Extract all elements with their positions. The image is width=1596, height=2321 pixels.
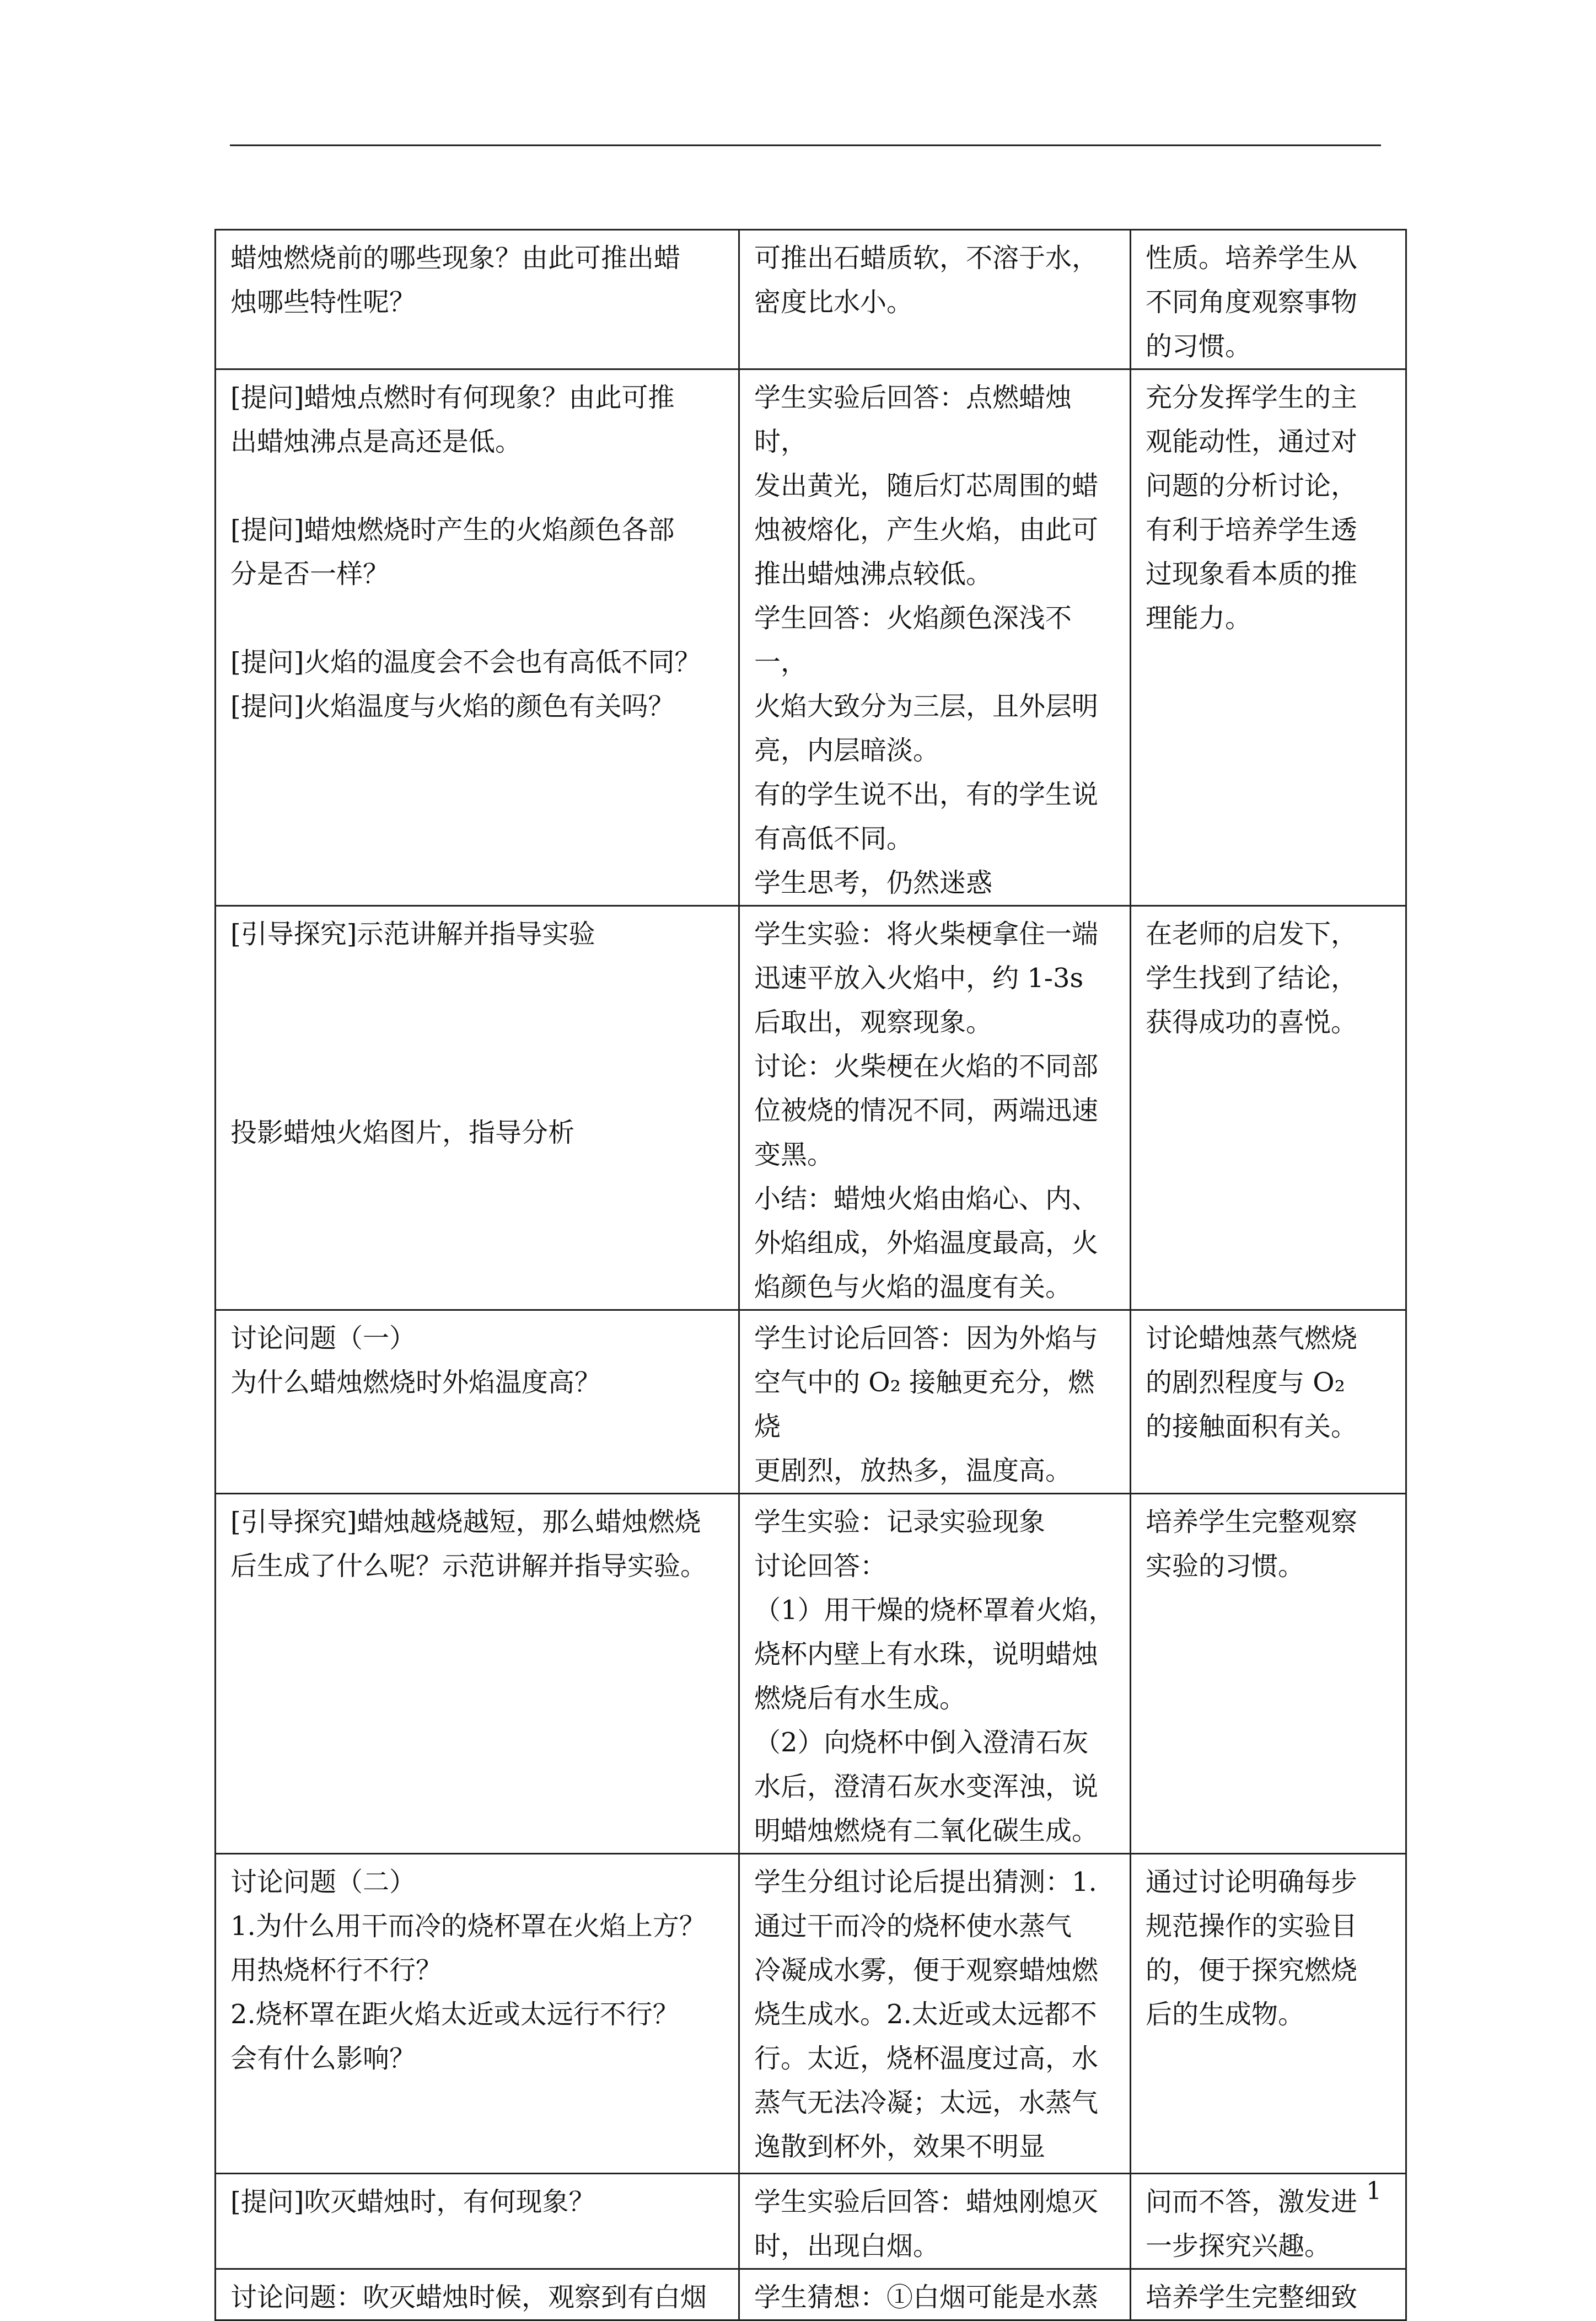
text-line: 理能力。 xyxy=(1146,603,1252,634)
student-activity-cell xyxy=(739,1310,1131,1494)
text-line: 学生分组讨论后提出猜测：1. xyxy=(754,1867,1097,1897)
text-line: 问而不答，激发进 xyxy=(1146,2186,1358,2217)
text-line: 通过干而冷的烧杯使水蒸气 xyxy=(754,1911,1072,1942)
text-line: 分是否一样？ xyxy=(230,559,390,589)
text-line: 讨论问题（二） xyxy=(230,1867,416,1897)
text-line: 烧杯内壁上有水珠，说明蜡烛 xyxy=(754,1639,1099,1670)
table-row xyxy=(216,230,1406,369)
text-line: 可推出石蜡质软，不溶于水， xyxy=(754,243,1099,274)
text-line: 规范操作的实验目 xyxy=(1146,1911,1358,1942)
text-line: 有高低不同。 xyxy=(754,823,913,854)
text-line: 蒸气无法冷凝；太远，水蒸气 xyxy=(754,2087,1099,2118)
design-intent-cell xyxy=(1131,230,1406,369)
text-line: 过现象看本质的推 xyxy=(1146,559,1358,589)
student-activity-cell xyxy=(739,230,1131,369)
student-activity-cell xyxy=(739,369,1131,906)
text-line: 一步探究兴趣。 xyxy=(1146,2231,1331,2261)
text-line: 用热烧杯行不行？ xyxy=(230,1955,443,1986)
text-line: 时，出现白烟。 xyxy=(754,2231,940,2261)
text-line: 的剧烈程度与 O₂ xyxy=(1146,1367,1345,1398)
text-line: 焰颜色与火焰的温度有关。 xyxy=(754,1272,1072,1302)
text-line: [提问]蜡烛燃烧时产生的火焰颜色各部 xyxy=(230,514,675,545)
text-line: 后的生成物。 xyxy=(1146,1999,1305,2030)
student-activity-cell xyxy=(739,1854,1131,2174)
design-intent-cell xyxy=(1131,1494,1406,1854)
text-line: 讨论问题（一） xyxy=(230,1323,416,1354)
page-number: 1 xyxy=(1366,2177,1382,2205)
text-line: 不同角度观察事物 xyxy=(1146,287,1358,318)
lesson-plan-table xyxy=(214,229,1407,2321)
text-line: 培养学生完整观察 xyxy=(1146,1507,1358,1537)
text-line: [提问]吹灭蜡烛时，有何现象？ xyxy=(230,2186,595,2217)
text-line: 学生实验：记录实验现象 xyxy=(754,1507,1046,1537)
text-line: 的接触面积有关。 xyxy=(1146,1411,1358,1442)
student-activity-cell xyxy=(739,906,1131,1310)
teacher-activity-cell xyxy=(216,2269,739,2320)
text-line: 小结：蜡烛火焰由焰心、内、 xyxy=(754,1183,1099,1214)
text-line: [引导探究]示范讲解并指导实验 xyxy=(230,919,595,950)
student-activity-cell xyxy=(739,2269,1131,2320)
text-line: 讨论回答： xyxy=(754,1551,887,1582)
text-line: 水后，澄清石灰水变浑浊，说 xyxy=(754,1771,1099,1802)
text-line: 空气中的 O₂ 接触更充分，燃烧 xyxy=(754,1367,1095,1442)
text-line: 获得成功的喜悦。 xyxy=(1146,1007,1358,1038)
text-line: [提问]蜡烛点燃时有何现象？由此可推 xyxy=(230,382,675,413)
design-intent-cell xyxy=(1131,906,1406,1310)
student-activity-cell xyxy=(739,2174,1131,2269)
text-line: （1）用干燥的烧杯罩着火焰， xyxy=(754,1595,1115,1626)
table-row xyxy=(216,1494,1406,1854)
table-row xyxy=(216,906,1406,1310)
text-line: 讨论蜡烛蒸气燃烧 xyxy=(1146,1323,1358,1354)
student-activity-cell xyxy=(739,1494,1131,1854)
text-line: （2）向烧杯中倒入澄清石灰 xyxy=(754,1727,1089,1758)
text-line: 讨论：火柴梗在火焰的不同部 xyxy=(754,1051,1099,1082)
text-line: 1.为什么用干而冷的烧杯罩在火焰上方？ xyxy=(230,1911,706,1942)
text-line: 性质。培养学生从 xyxy=(1146,243,1358,274)
text-line: 推出蜡烛沸点较低。 xyxy=(754,559,993,589)
text-line: 有的学生说不出，有的学生说 xyxy=(754,779,1099,810)
teacher-activity-cell xyxy=(216,906,739,1310)
text-line: [引导探究]蜡烛越烧越短，那么蜡烛燃烧 xyxy=(230,1507,701,1537)
text-line: 更剧烈，放热多，温度高。 xyxy=(754,1455,1072,1486)
text-line: 烧生成水。2.太近或太远都不 xyxy=(754,1999,1097,2030)
text-line: 学生猜想：①白烟可能是水蒸 xyxy=(754,2282,1099,2313)
table-row xyxy=(216,369,1406,906)
text-line: 位被烧的情况不同，两端迅速 xyxy=(754,1095,1099,1126)
text-line: 冷凝成水雾，便于观察蜡烛燃 xyxy=(754,1955,1099,1986)
teacher-activity-cell xyxy=(216,1854,739,2174)
table-row xyxy=(216,2174,1406,2269)
text-line: 有利于培养学生透 xyxy=(1146,514,1358,545)
text-line: 烛被熔化，产生火焰，由此可 xyxy=(754,514,1099,545)
text-line: 学生实验：将火柴梗拿住一端 xyxy=(754,919,1099,950)
teacher-activity-cell xyxy=(216,1494,739,1854)
teacher-activity-cell xyxy=(216,2174,739,2269)
text-line: 学生回答：火焰颜色深浅不一， xyxy=(754,603,1072,678)
text-line: 学生思考，仍然迷惑 xyxy=(754,867,993,898)
text-line: 亮，内层暗淡。 xyxy=(754,735,940,766)
text-line: 的，便于探究燃烧 xyxy=(1146,1955,1358,1986)
design-intent-cell xyxy=(1131,369,1406,906)
text-line: 燃烧后有水生成。 xyxy=(754,1683,966,1714)
text-line: 实验的习惯。 xyxy=(1146,1551,1305,1582)
design-intent-cell xyxy=(1131,2269,1406,2320)
text-line: 火焰大致分为三层，且外层明 xyxy=(754,691,1099,722)
table-row xyxy=(216,1854,1406,2174)
text-line: 会有什么影响？ xyxy=(230,2043,416,2074)
text-line: 投影蜡烛火焰图片，指导分析 xyxy=(230,1117,575,1148)
text-line: 培养学生完整细致 xyxy=(1146,2282,1358,2313)
teacher-activity-cell xyxy=(216,1310,739,1494)
text-line: 变黑。 xyxy=(754,1139,834,1170)
design-intent-cell xyxy=(1131,1854,1406,2174)
text-line: 明蜡烛燃烧有二氧化碳生成。 xyxy=(754,1815,1099,1846)
teacher-activity-cell xyxy=(216,369,739,906)
header-rule xyxy=(230,144,1381,146)
table-row xyxy=(216,2269,1406,2320)
text-line: 通过讨论明确每步 xyxy=(1146,1867,1358,1897)
text-line: 外焰组成，外焰温度最高，火 xyxy=(754,1227,1099,1258)
text-line: 问题的分析讨论， xyxy=(1146,470,1358,501)
text-line: [提问]火焰温度与火焰的颜色有关吗？ xyxy=(230,691,675,722)
text-line: 为什么蜡烛燃烧时外焰温度高？ xyxy=(230,1367,601,1398)
text-line: [提问]火焰的温度会不会也有高低不同？ xyxy=(230,647,701,678)
text-line: 讨论问题：吹灭蜡烛时候，观察到有白烟 xyxy=(230,2282,707,2313)
text-line: 蜡烛燃烧前的哪些现象？由此可推出蜡 xyxy=(230,243,681,274)
text-line: 在老师的启发下， xyxy=(1146,919,1358,950)
text-line: 观能动性，通过对 xyxy=(1146,426,1358,457)
text-line: 2.烧杯罩在距火焰太近或太远行不行？ xyxy=(230,1999,679,2030)
text-line: 密度比水小。 xyxy=(754,287,913,318)
text-line: 行。太近，烧杯温度过高，水 xyxy=(754,2043,1099,2074)
text-line: 的习惯。 xyxy=(1146,331,1252,362)
design-intent-cell xyxy=(1131,2174,1406,2269)
text-line: 发出黄光，随后灯芯周围的蜡 xyxy=(754,470,1099,501)
text-line: 学生找到了结论， xyxy=(1146,963,1358,994)
text-line: 迅速平放入火焰中，约 1-3s xyxy=(754,963,1084,994)
text-line: 学生实验后回答：点燃蜡烛时， xyxy=(754,382,1072,457)
text-line: 后生成了什么呢？示范讲解并指导实验。 xyxy=(230,1551,707,1582)
teacher-activity-cell xyxy=(216,230,739,369)
text-line: 逸散到杯外，效果不明显 xyxy=(754,2131,1046,2162)
text-line: 学生讨论后回答：因为外焰与 xyxy=(754,1323,1099,1354)
text-line: 后取出，观察现象。 xyxy=(754,1007,993,1038)
text-line: 充分发挥学生的主 xyxy=(1146,382,1358,413)
table-row xyxy=(216,1310,1406,1494)
text-line: 学生实验后回答：蜡烛刚熄灭 xyxy=(754,2186,1099,2217)
text-line: 烛哪些特性呢？ xyxy=(230,287,416,318)
design-intent-cell xyxy=(1131,1310,1406,1494)
text-line: 出蜡烛沸点是高还是低。 xyxy=(230,426,522,457)
